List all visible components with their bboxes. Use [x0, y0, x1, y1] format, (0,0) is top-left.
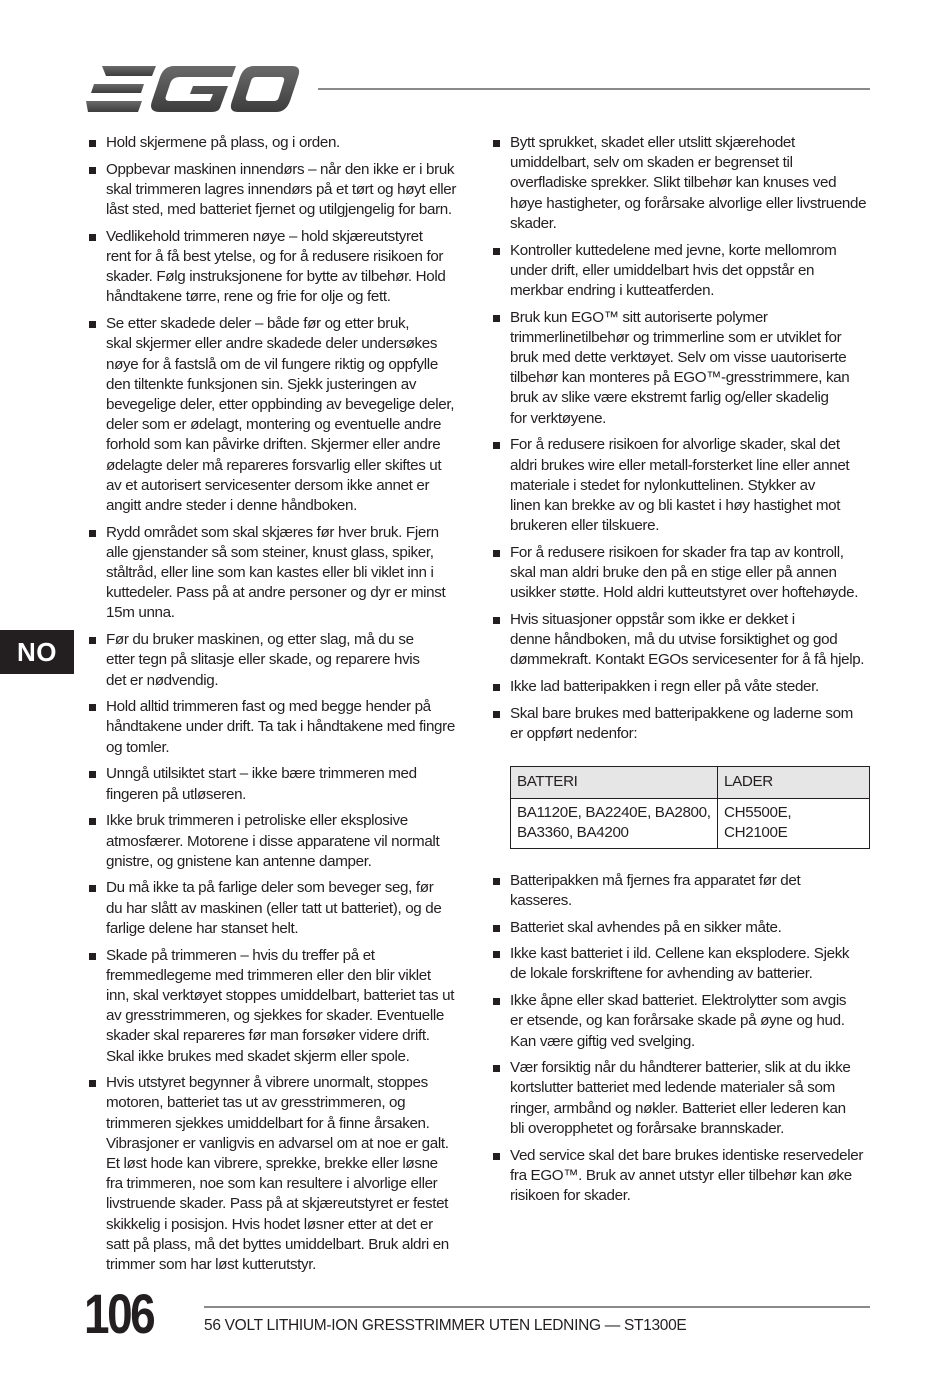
list-item — [88, 630, 468, 691]
text-line: trimmeren sjekkes umiddelbart for å finne årsaken. — [106, 1114, 430, 1132]
list-item-text — [510, 133, 874, 234]
bullet-square-icon — [89, 953, 96, 960]
text-line: dømmekraft. Kontakt EGOs servicesenter for å få hjelp. — [510, 651, 865, 669]
text-line: Kan være giftig ved svelging. — [510, 1032, 695, 1050]
list-item — [88, 764, 468, 804]
list-item-text — [106, 133, 468, 153]
text-line: kortslutter batteriet med ledende materialer så som — [510, 1079, 835, 1097]
text-line: skader. — [510, 214, 557, 232]
battery-charger-table — [510, 766, 870, 848]
text-line: Ved service skal det bare brukes identiske reservedeler — [510, 1146, 864, 1164]
list-item — [492, 918, 874, 938]
bullet-square-icon — [493, 878, 500, 885]
list-item — [88, 133, 468, 153]
right-bullet-list-top — [492, 133, 874, 744]
text-line: farlige delene har stanset helt. — [106, 919, 299, 937]
text-line: inn, skal verktøyet stoppes umiddelbart, batteriet tas ut — [106, 986, 455, 1004]
bullet-square-icon — [89, 885, 96, 892]
list-item — [88, 523, 468, 624]
bullet-square-icon — [89, 530, 96, 537]
battery-models-line: BA3360, BA4200 — [517, 824, 629, 842]
bullet-square-icon — [493, 925, 500, 932]
text-line: materiale i stedet for nylonkuttelinen. Stykker av — [510, 476, 815, 494]
footer-title: 56 VOLT LITHIUM-ION GRESSTRIMMER UTEN LEDNING — ST1300E — [204, 1317, 687, 1334]
list-item — [88, 1073, 468, 1275]
text-line: skal man aldri bruke den på en stige eller på annen — [510, 564, 837, 582]
list-item — [492, 308, 874, 429]
bullet-square-icon — [493, 617, 500, 624]
bullet-square-icon — [89, 637, 96, 644]
text-line: det er nødvendig. — [106, 671, 219, 689]
list-item-text — [106, 227, 468, 308]
text-line: Bytt sprukket, skadet eller utslitt skjærehodet — [510, 134, 795, 151]
text-line: gnistre, og gnistene kan antenne damper. — [106, 852, 372, 870]
bullet-square-icon — [89, 234, 96, 241]
text-line: denne håndboken, må du utvise forsiktighet og god — [510, 631, 838, 649]
text-line: brukeren eller tilskuere. — [510, 517, 660, 535]
left-column — [88, 133, 468, 1282]
text-line: bli overopphetet og forårsake brannskader. — [510, 1119, 785, 1137]
text-line: Vær forsiktig når du håndterer batterier, slik at du ikke — [510, 1059, 851, 1077]
text-line: av et autorisert servicesenter dersom ikke annet er — [106, 476, 430, 494]
list-item-text — [510, 918, 874, 938]
text-line: låst sted, med batteriet fjernet og utilgjengelig for barn. — [106, 201, 452, 219]
text-line: trimmerlinetilbehør og trimmerline som er utviklet for — [510, 328, 842, 346]
list-item-text — [510, 610, 874, 671]
text-line: for verktøyene. — [510, 409, 607, 427]
text-line: atmosfærer. Motorene i disse apparatene vil normalt — [106, 832, 440, 850]
text-line: håndtakene under drift. Ta tak i håndtakene med fingre — [106, 718, 455, 736]
page-number: 106 — [84, 1282, 154, 1345]
list-item — [88, 160, 468, 221]
text-line: Bruk kun EGO™ sitt autoriserte polymer — [510, 308, 768, 326]
text-line: bruk med dette verktøyet. Selv om visse uautoriserte — [510, 349, 847, 367]
text-line: overfladiske sprekker. Slikt tilbehør kan knuses ved — [510, 174, 837, 192]
bullet-square-icon — [89, 321, 96, 328]
text-line: kasseres. — [510, 891, 572, 909]
text-line: ødelagte deler må repareres forsvarlig eller skiftes ut — [106, 456, 442, 474]
text-line: høye hastigheter, og forårsake alvorlige eller livstruende — [510, 194, 867, 212]
table-header-battery: BATTERI — [511, 767, 718, 799]
text-line: av gresstrimmeren, og sjekkes for skader. Eventuelle — [106, 1007, 445, 1025]
list-item — [492, 435, 874, 536]
list-item — [492, 1146, 874, 1207]
text-line: Ikke lad batteripakken i regn eller på våte steder. — [510, 678, 819, 696]
list-item — [88, 811, 468, 872]
list-item-text — [510, 991, 874, 1052]
table-cell-chargers — [718, 799, 870, 848]
text-line: fra EGO™. Bruk av annet utstyr eller tilbehør kan øke — [510, 1166, 852, 1184]
text-line: risikoen for skader. — [510, 1186, 631, 1204]
list-item — [88, 946, 468, 1067]
text-line: deler som er ødelagt, montering og eventuelle andre — [106, 416, 442, 434]
text-line: under drift, eller umiddelbart hvis det oppstår en — [510, 261, 815, 279]
text-line: den tiltenkte funksjonen sin. Sjekk justeringen av — [106, 375, 417, 393]
charger-models-line: CH5500E, — [724, 804, 792, 822]
list-item-text — [106, 630, 468, 691]
text-line: er etsende, og kan forårsake skade på øyne og hud. — [510, 1012, 845, 1030]
bullet-square-icon — [493, 140, 500, 147]
list-item-text — [106, 160, 468, 221]
language-tab: NO — [0, 630, 74, 674]
text-line: Før du bruker maskinen, og etter slag, må du se — [106, 631, 414, 649]
text-line: skal skjermer eller andre skadede deler undersøkes — [106, 335, 438, 353]
text-line: er oppført nedenfor: — [510, 724, 638, 742]
table-header-charger: LADER — [718, 767, 870, 799]
list-item-text — [510, 1146, 874, 1207]
battery-models-line: BA1120E, BA2240E, BA2800, — [517, 804, 711, 822]
list-item-text — [106, 1073, 468, 1275]
text-line: skikkelig i posisjon. Hvis hodet løsner etter at det er — [106, 1215, 433, 1233]
list-item — [492, 610, 874, 671]
list-item-text — [510, 1058, 874, 1139]
bullet-square-icon — [89, 818, 96, 825]
text-line: bruk av slike være ekstremt farlig og/eller skadelig — [510, 389, 829, 407]
list-item — [88, 878, 468, 939]
text-line: rent for å få best ytelse, og for å redusere risikoen for — [106, 248, 444, 266]
text-line: alle gjenstander så som steiner, knust glass, spiker, — [106, 543, 434, 561]
text-line: Unngå utilsiktet start – ikke bære trimmeren med — [106, 765, 417, 783]
bullet-square-icon — [89, 704, 96, 711]
text-line: Skade på trimmeren – hvis du treffer på et — [106, 946, 375, 964]
list-item-text — [106, 946, 468, 1067]
text-line: Hvis situasjoner oppstår som ikke er dekket i — [510, 610, 795, 628]
text-line: forhold som kan påvirke driften. Skjermer eller andre — [106, 436, 441, 454]
bullet-square-icon — [493, 248, 500, 255]
text-line: de lokale forskriftene for avhending av batterier. — [510, 965, 813, 983]
text-line: skader skal repareres før man forsøker videre drift. — [106, 1027, 430, 1045]
footer-rule — [204, 1306, 870, 1308]
bullet-square-icon — [493, 711, 500, 718]
table-row — [511, 799, 870, 848]
text-line: Hold skjermene på plass, og i orden. — [106, 134, 340, 151]
bullet-square-icon — [89, 771, 96, 778]
list-item — [492, 1058, 874, 1139]
text-line: Skal bare brukes med batteripakkene og laderne som — [510, 704, 853, 722]
text-line: Ikke bruk trimmeren i petroliske eller eksplosive — [106, 812, 408, 830]
text-line: satt på plass, må det byttes umiddelbart. Bruk aldri en — [106, 1235, 449, 1253]
list-item — [492, 133, 874, 234]
list-item — [492, 241, 874, 302]
text-line: Hold alltid trimmeren fast og med begge hender på — [106, 698, 431, 716]
bullet-square-icon — [493, 998, 500, 1005]
text-line: For å redusere risikoen for skader fra tap av kontroll, — [510, 543, 844, 561]
ego-logo — [86, 64, 300, 114]
text-line: og tomler. — [106, 738, 170, 756]
list-item-text — [106, 697, 468, 758]
list-item-text — [510, 944, 874, 984]
text-line: trimmer som har løst kutterutstyr. — [106, 1256, 317, 1274]
text-line: kuttedeler. Pass på at andre personer og dyr er minst — [106, 584, 446, 602]
text-line: ringer, armbånd og nøkler. Batteriet eller lederen kan — [510, 1099, 846, 1117]
list-item-text — [106, 314, 468, 516]
list-item-text — [106, 523, 468, 624]
bullet-square-icon — [493, 951, 500, 958]
bullet-square-icon — [89, 167, 96, 174]
text-line: usikker støtte. Hold aldri kutteutstyret over hoftehøyde. — [510, 584, 859, 602]
text-line: fra trimmeren, noe som kan resultere i alvorlige eller — [106, 1175, 438, 1193]
bullet-square-icon — [493, 1153, 500, 1160]
text-line: skader. Følg instruksjonene for bytte av tilbehør. Hold — [106, 268, 446, 286]
list-item — [88, 697, 468, 758]
bullet-square-icon — [493, 442, 500, 449]
text-line: Batteriet skal avhendes på en sikker måte. — [510, 918, 782, 936]
text-line: merkbar endring i kutteatferden. — [510, 281, 715, 299]
text-line: Se etter skadede deler – både før og etter bruk, — [106, 315, 410, 333]
text-line: aldri brukes wire eller metall-forsterket line eller annet — [510, 456, 850, 474]
text-line: håndtakene tørre, rene og frie for olje og fett. — [106, 288, 391, 306]
list-item-text — [106, 878, 468, 939]
right-bullet-list-bottom — [492, 871, 874, 1207]
text-line: livstruende skader. Pass på at skjæreutstyret er festet — [106, 1195, 449, 1213]
right-column — [492, 133, 874, 1213]
text-line: du har slått av maskinen (eller tatt ut batteriet), og de — [106, 899, 442, 917]
list-item-text — [106, 764, 468, 804]
text-line: Ikke kast batteriet i ild. Cellene kan eksplodere. Sjekk — [510, 945, 850, 963]
text-line: Rydd området som skal skjæres før hver bruk. Fjern — [106, 523, 439, 541]
text-line: linen kan brekke av og bli kastet i høy hastighet mot — [510, 496, 841, 514]
list-item — [492, 991, 874, 1052]
text-line: Hvis utstyret begynner å vibrere unormalt, stoppes — [106, 1074, 428, 1092]
list-item — [88, 314, 468, 516]
text-line: Skal ikke brukes med skadet skjerm eller spole. — [106, 1047, 410, 1065]
bullet-square-icon — [493, 684, 500, 691]
list-item-text — [510, 241, 874, 302]
text-line: Kontroller kuttedelene med jevne, korte mellomrom — [510, 241, 837, 259]
list-item-text — [106, 811, 468, 872]
text-line: For å redusere risikoen for alvorlige skader, skal det — [510, 436, 840, 454]
text-line: Vibrasjoner er vanligvis en advarsel om at noe er galt. — [106, 1134, 449, 1152]
text-line: skal trimmeren lagres innendørs på et tørt og høyt eller — [106, 180, 457, 198]
bullet-square-icon — [89, 140, 96, 147]
bullet-square-icon — [493, 550, 500, 557]
text-line: etter tegn på slitasje eller skade, og reparere hvis — [106, 651, 420, 669]
text-line: nøye for å fastslå om de vil fungere riktig og oppfylle — [106, 355, 438, 373]
bullet-square-icon — [89, 1080, 96, 1087]
list-item-text — [510, 704, 874, 744]
text-line: angitt andre steder i denne håndboken. — [106, 496, 357, 514]
text-line: 15m unna. — [106, 604, 175, 622]
text-line: Du må ikke ta på farlige deler som beveger seg, før — [106, 879, 434, 897]
list-item-text — [510, 543, 874, 604]
text-line: Ikke åpne eller skad batteriet. Elektrolytter som avgis — [510, 992, 847, 1010]
list-item — [492, 944, 874, 984]
left-bullet-list — [88, 133, 468, 1275]
text-line: fingeren på utløseren. — [106, 785, 247, 803]
table-header-row — [511, 767, 870, 799]
list-item — [492, 704, 874, 744]
text-line: Oppbevar maskinen innendørs – når den ikke er i bruk — [106, 160, 455, 178]
text-line: bevegelige deler, etter oppbinding av bevegelige deler, — [106, 395, 455, 413]
text-line: ståltråd, eller line som kan kastes eller bli viklet inn i — [106, 564, 434, 582]
list-item — [492, 871, 874, 911]
text-line: tilbehør kan monteres på EGO™-gresstrimmere, kan — [510, 369, 850, 387]
list-item — [88, 227, 468, 308]
charger-models-line: CH2100E — [724, 824, 788, 842]
text-line: Batteripakken må fjernes fra apparatet før det — [510, 871, 801, 889]
bullet-square-icon — [493, 1065, 500, 1072]
bullet-square-icon — [493, 315, 500, 322]
header-rule — [318, 88, 870, 90]
text-line: umiddelbart, selv om skaden er begrenset til — [510, 154, 793, 172]
list-item-text — [510, 435, 874, 536]
text-line: Et løst hode kan vibrere, sprekke, brekke eller løsne — [106, 1155, 438, 1173]
list-item-text — [510, 871, 874, 911]
list-item — [492, 677, 874, 697]
list-item-text — [510, 677, 874, 697]
text-line: motoren, batteriet tas ut av gresstrimmeren, og — [106, 1094, 406, 1112]
text-line: fremmedlegeme med trimmeren eller den blir viklet — [106, 966, 431, 984]
table-cell-batteries — [511, 799, 718, 848]
list-item-text — [510, 308, 874, 429]
text-line: Vedlikehold trimmeren nøye – hold skjæreutstyret — [106, 227, 423, 245]
list-item — [492, 543, 874, 604]
